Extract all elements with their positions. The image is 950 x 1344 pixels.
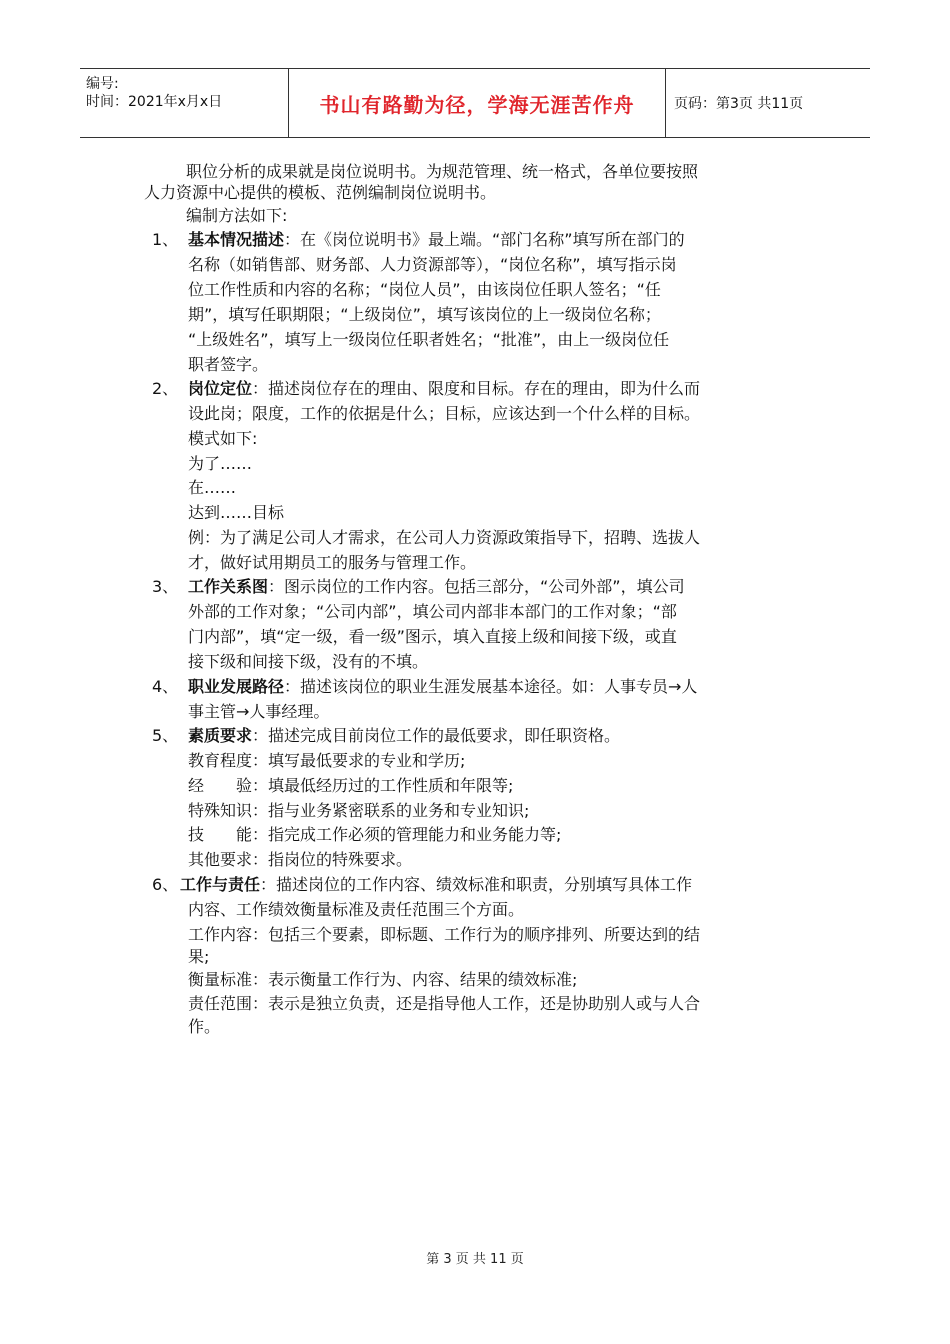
date-label: 时间：2021年x月x日: [86, 94, 223, 110]
item-text: 教育程度：填写最低要求的专业和学历;: [188, 751, 466, 770]
item-text: 衡量标准：表示衡量工作行为、内容、结果的绩效标准;: [188, 970, 578, 989]
item-text: 职者签字。: [188, 355, 269, 374]
item-number: 4、: [152, 677, 179, 696]
item-text: 门内部”，填“定一级，看一级”图示，填入直接上级和间接下级，或直: [188, 627, 677, 646]
item-text: 果;: [188, 947, 210, 966]
item-text: 作。: [188, 1017, 221, 1036]
item-text: 设此岗；限度，工作的依据是什么；目标，应该达到一个什么样的目标。: [188, 404, 701, 423]
item-text: 例：为了满足公司人才需求，在公司人力资源政策指导下，招聘、选拔人: [188, 528, 701, 547]
item-text: ：在《岗位说明书》最上端。“部门名称”填写所在部门的: [284, 230, 685, 249]
item-text: 期”，填写任职期限；“上级岗位”，填写该岗位的上一级岗位名称；: [188, 305, 661, 324]
item-title: 职业发展路径: [188, 677, 285, 696]
header-page-cell: [666, 69, 870, 137]
page-label: 页码：第3页 共11页: [674, 96, 804, 112]
item-number: 5、: [152, 726, 179, 745]
code-label: 编号:: [86, 76, 119, 92]
list-item: [188, 228, 685, 253]
header-motto-cell: [289, 69, 666, 137]
item-text: 达到……目标: [188, 503, 285, 522]
item-text: 事主管→人事经理。: [188, 702, 330, 721]
motto: 书山有路勤为径，学海无涯苦作舟: [319, 92, 635, 117]
item-text: ：描述岗位存在的理由、限度和目标。存在的理由，即为什么而: [252, 379, 701, 398]
intro-line: 人力资源中心提供的模板、范例编制岗位说明书。: [144, 183, 497, 202]
item-text: 位工作性质和内容的名称；“岗位人员”，由该岗位任职人签名；“任: [188, 280, 661, 299]
list-item: [188, 724, 620, 749]
item-number: 6、: [152, 875, 179, 894]
item-text: 技 能：指完成工作必须的管理能力和业务能力等;: [188, 825, 562, 844]
item-text: “上级姓名”，填写上一级岗位任职者姓名；“批准”，由上一级岗位任: [188, 330, 670, 349]
item-text: 模式如下:: [188, 429, 258, 448]
item-number: 3、: [152, 577, 179, 596]
item-text: 内容、工作绩效衡量标准及责任范围三个方面。: [188, 900, 525, 919]
item-title: 基本情况描述: [188, 230, 285, 249]
intro-line: 职位分析的成果就是岗位说明书。为规范管理、统一格式，各单位要按照: [186, 162, 699, 181]
item-text: 特殊知识：指与业务紧密联系的业务和专业知识;: [188, 801, 530, 820]
item-text: 其他要求：指岗位的特殊要求。: [188, 850, 413, 869]
item-text: 名称（如销售部、财务部、人力资源部等），“岗位名称”，填写指示岗: [188, 255, 677, 274]
item-text: 责任范围：表示是独立负责，还是指导他人工作，还是协助别人或与人合: [188, 994, 701, 1013]
item-text: ：描述完成目前岗位工作的最低要求，即任职资格。: [252, 726, 621, 745]
header-meta: [80, 69, 289, 137]
item-text: 接下级和间接下级，没有的不填。: [188, 652, 429, 671]
item-title: 工作与责任: [180, 875, 261, 894]
list-item: [188, 377, 700, 402]
item-text: 为了……: [188, 454, 253, 473]
page-footer: 第 3 页 共 11 页: [426, 1252, 524, 1267]
item-title: 岗位定位: [188, 379, 253, 398]
list-item: [188, 575, 685, 600]
item-text: 外部的工作对象；“公司内部”，填公司内部非本部门的工作对象；“部: [188, 602, 677, 621]
list-item: [188, 675, 697, 700]
item-text: 在……: [188, 478, 237, 497]
item-text: 才，做好试用期员工的服务与管理工作。: [188, 553, 477, 572]
item-title: 工作关系图: [188, 577, 269, 596]
item-text: ：描述该岗位的职业生涯发展基本途径。如：人事专员→人: [284, 677, 698, 696]
item-text: 工作内容：包括三个要素，即标题、工作行为的顺序排列、所要达到的结: [188, 925, 701, 944]
item-text: ：图示岗位的工作内容。包括三部分，“公司外部”，填公司: [268, 577, 685, 596]
intro-line: 编制方法如下:: [186, 206, 288, 225]
item-text: 经 验：填最低经历过的工作性质和年限等;: [188, 776, 514, 795]
item-number: 2、: [152, 379, 179, 398]
item-text: ：描述岗位的工作内容、绩效标准和职责，分别填写具体工作: [260, 875, 693, 894]
item-title: 素质要求: [188, 726, 253, 745]
list-item: [180, 873, 692, 898]
item-number: 1、: [152, 230, 179, 249]
page-header: [80, 68, 870, 138]
